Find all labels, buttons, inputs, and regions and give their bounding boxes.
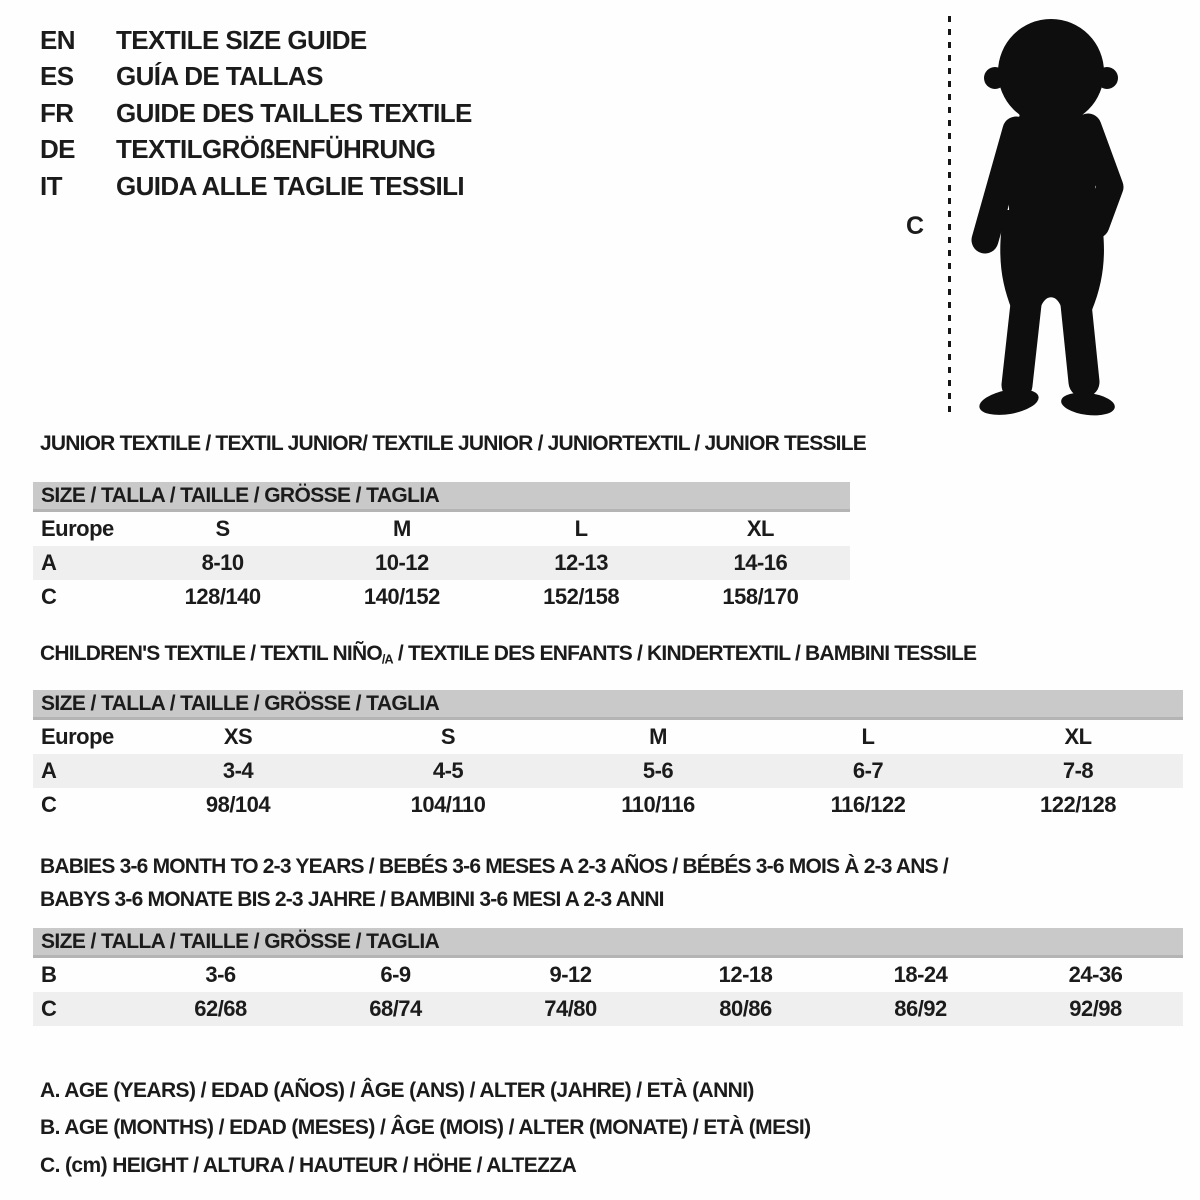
age-cell: 7-8 <box>1062 758 1094 783</box>
height-cell: 152/158 <box>543 584 620 609</box>
age-cell: 18-24 <box>893 962 948 987</box>
age-cell: 12-18 <box>718 962 773 987</box>
children-heading-subscript: /A <box>381 652 393 667</box>
measure-legend <box>40 1072 811 1185</box>
table-row-height-cm <box>33 992 1183 1026</box>
height-cell: 80/86 <box>719 996 772 1021</box>
table-row-height-cm <box>33 788 1183 822</box>
age-cell: 10-12 <box>374 550 429 575</box>
row-label: C <box>41 584 57 609</box>
age-cell: 12-13 <box>554 550 609 575</box>
size-cell: M <box>392 516 411 541</box>
guide-title-en: TEXTILE SIZE GUIDE <box>116 24 367 55</box>
height-cell: 62/68 <box>194 996 247 1021</box>
guide-title-es: GUÍA DE TALLAS <box>116 61 323 92</box>
babies-heading-line-2: BABYS 3-6 MONATE BIS 2-3 JAHRE / BAMBINI 3-6 MESI A 2-3 ANNI <box>40 888 664 911</box>
age-cell: 4-5 <box>432 758 464 783</box>
size-cell: XS <box>223 724 253 749</box>
age-cell: 6-7 <box>852 758 884 783</box>
language-code: EN <box>40 24 75 55</box>
language-row-es <box>40 59 472 96</box>
table-row-age-years <box>33 546 850 580</box>
height-cell: 122/128 <box>1039 792 1117 817</box>
height-measure-label: C <box>906 212 925 240</box>
size-cell: S <box>215 516 230 541</box>
age-cell: 24-36 <box>1068 962 1123 987</box>
language-row-en <box>40 22 472 59</box>
height-cell: 92/98 <box>1069 996 1122 1021</box>
language-code: ES <box>40 61 74 92</box>
height-cell: 110/116 <box>621 792 695 817</box>
height-measure-dashed-line <box>948 16 951 414</box>
size-cell: XL <box>746 516 774 541</box>
legend-height-cm: C. (cm) HEIGHT / ALTURA / HAUTEUR / HÖHE / ALTEZZA <box>40 1153 577 1177</box>
legend-age-months: B. AGE (MONTHS) / EDAD (MESES) / ÂGE (MOIS) / ALTER (MONATE) / ETÀ (MESI) <box>40 1116 811 1140</box>
height-cell: 86/92 <box>894 996 947 1021</box>
row-label: B <box>41 962 57 987</box>
age-cell: 5-6 <box>642 758 674 783</box>
row-label: Europe <box>41 724 114 749</box>
children-heading-suffix: / TEXTILE DES ENFANTS / KINDERTEXTIL / BAMBINI TESSILE <box>392 642 977 665</box>
guide-title-it: GUIDA ALLE TAGLIE TESSILI <box>116 170 465 201</box>
language-row-fr <box>40 95 472 132</box>
age-cell: 6-9 <box>380 962 411 987</box>
babies-size-table <box>33 928 1183 1026</box>
size-table-header: SIZE / TALLA / TAILLE / GRÖSSE / TAGLIA <box>33 690 1183 720</box>
row-label: C <box>41 792 57 817</box>
height-cell: 158/170 <box>722 584 799 609</box>
language-row-it <box>40 168 472 205</box>
row-label: A <box>41 550 57 575</box>
height-cell: 140/152 <box>363 584 440 609</box>
table-row-europe <box>33 512 850 546</box>
height-cell: 98/104 <box>205 792 271 817</box>
row-label: Europe <box>41 516 114 541</box>
age-cell: 3-4 <box>222 758 254 783</box>
height-cell: 116/122 <box>830 792 906 817</box>
height-cell: 68/74 <box>369 996 422 1021</box>
junior-section-heading: JUNIOR TEXTILE / TEXTIL JUNIOR/ TEXTILE JUNIOR / JUNIORTEXTIL / JUNIOR TESSILE <box>40 432 866 455</box>
table-row-age-years <box>33 754 1183 788</box>
size-cell: XL <box>1064 724 1092 749</box>
table-row-height-cm <box>33 580 850 614</box>
babies-section-heading <box>40 850 948 916</box>
legend-age-years: A. AGE (YEARS) / EDAD (AÑOS) / ÂGE (ANS) / ALTER (JAHRE) / ETÀ (ANNI) <box>40 1078 754 1102</box>
babies-heading-line-1: BABIES 3-6 MONTH TO 2-3 YEARS / BEBÉS 3-6 MESES A 2-3 AÑOS / BÉBÉS 3-6 MOIS À 2-3 ANS / <box>40 855 948 878</box>
size-table-header: SIZE / TALLA / TAILLE / GRÖSSE / TAGLIA <box>33 482 850 512</box>
children-section-heading <box>40 642 976 667</box>
size-table-header: SIZE / TALLA / TAILLE / GRÖSSE / TAGLIA <box>33 928 1183 958</box>
size-cell: L <box>861 724 875 749</box>
language-code: IT <box>40 170 62 201</box>
language-code: DE <box>40 134 75 165</box>
junior-size-table <box>33 482 850 614</box>
size-cell: S <box>440 724 456 749</box>
height-cell: 74/80 <box>544 996 597 1021</box>
age-cell: 9-12 <box>549 962 592 987</box>
height-cell: 128/140 <box>184 584 261 609</box>
children-heading-prefix: CHILDREN'S TEXTILE / TEXTIL NIÑO <box>40 642 382 665</box>
age-cell: 3-6 <box>205 962 236 987</box>
row-label: C <box>41 996 57 1021</box>
language-code: FR <box>40 97 74 128</box>
guide-title-de: TEXTILGRÖßENFÜHRUNG <box>116 134 436 165</box>
language-title-list <box>40 22 472 205</box>
size-cell: M <box>649 724 667 749</box>
age-cell: 8-10 <box>201 550 244 575</box>
language-row-de <box>40 132 472 169</box>
guide-title-fr: GUIDE DES TAILLES TEXTILE <box>116 97 472 128</box>
row-label: A <box>41 758 57 783</box>
table-row-age-months <box>33 958 1183 992</box>
table-row-europe <box>33 720 1183 754</box>
size-cell: L <box>574 516 588 541</box>
age-cell: 14-16 <box>733 550 788 575</box>
baby-silhouette-icon <box>958 12 1150 422</box>
height-cell: 104/110 <box>410 792 486 817</box>
children-size-table <box>33 690 1183 822</box>
